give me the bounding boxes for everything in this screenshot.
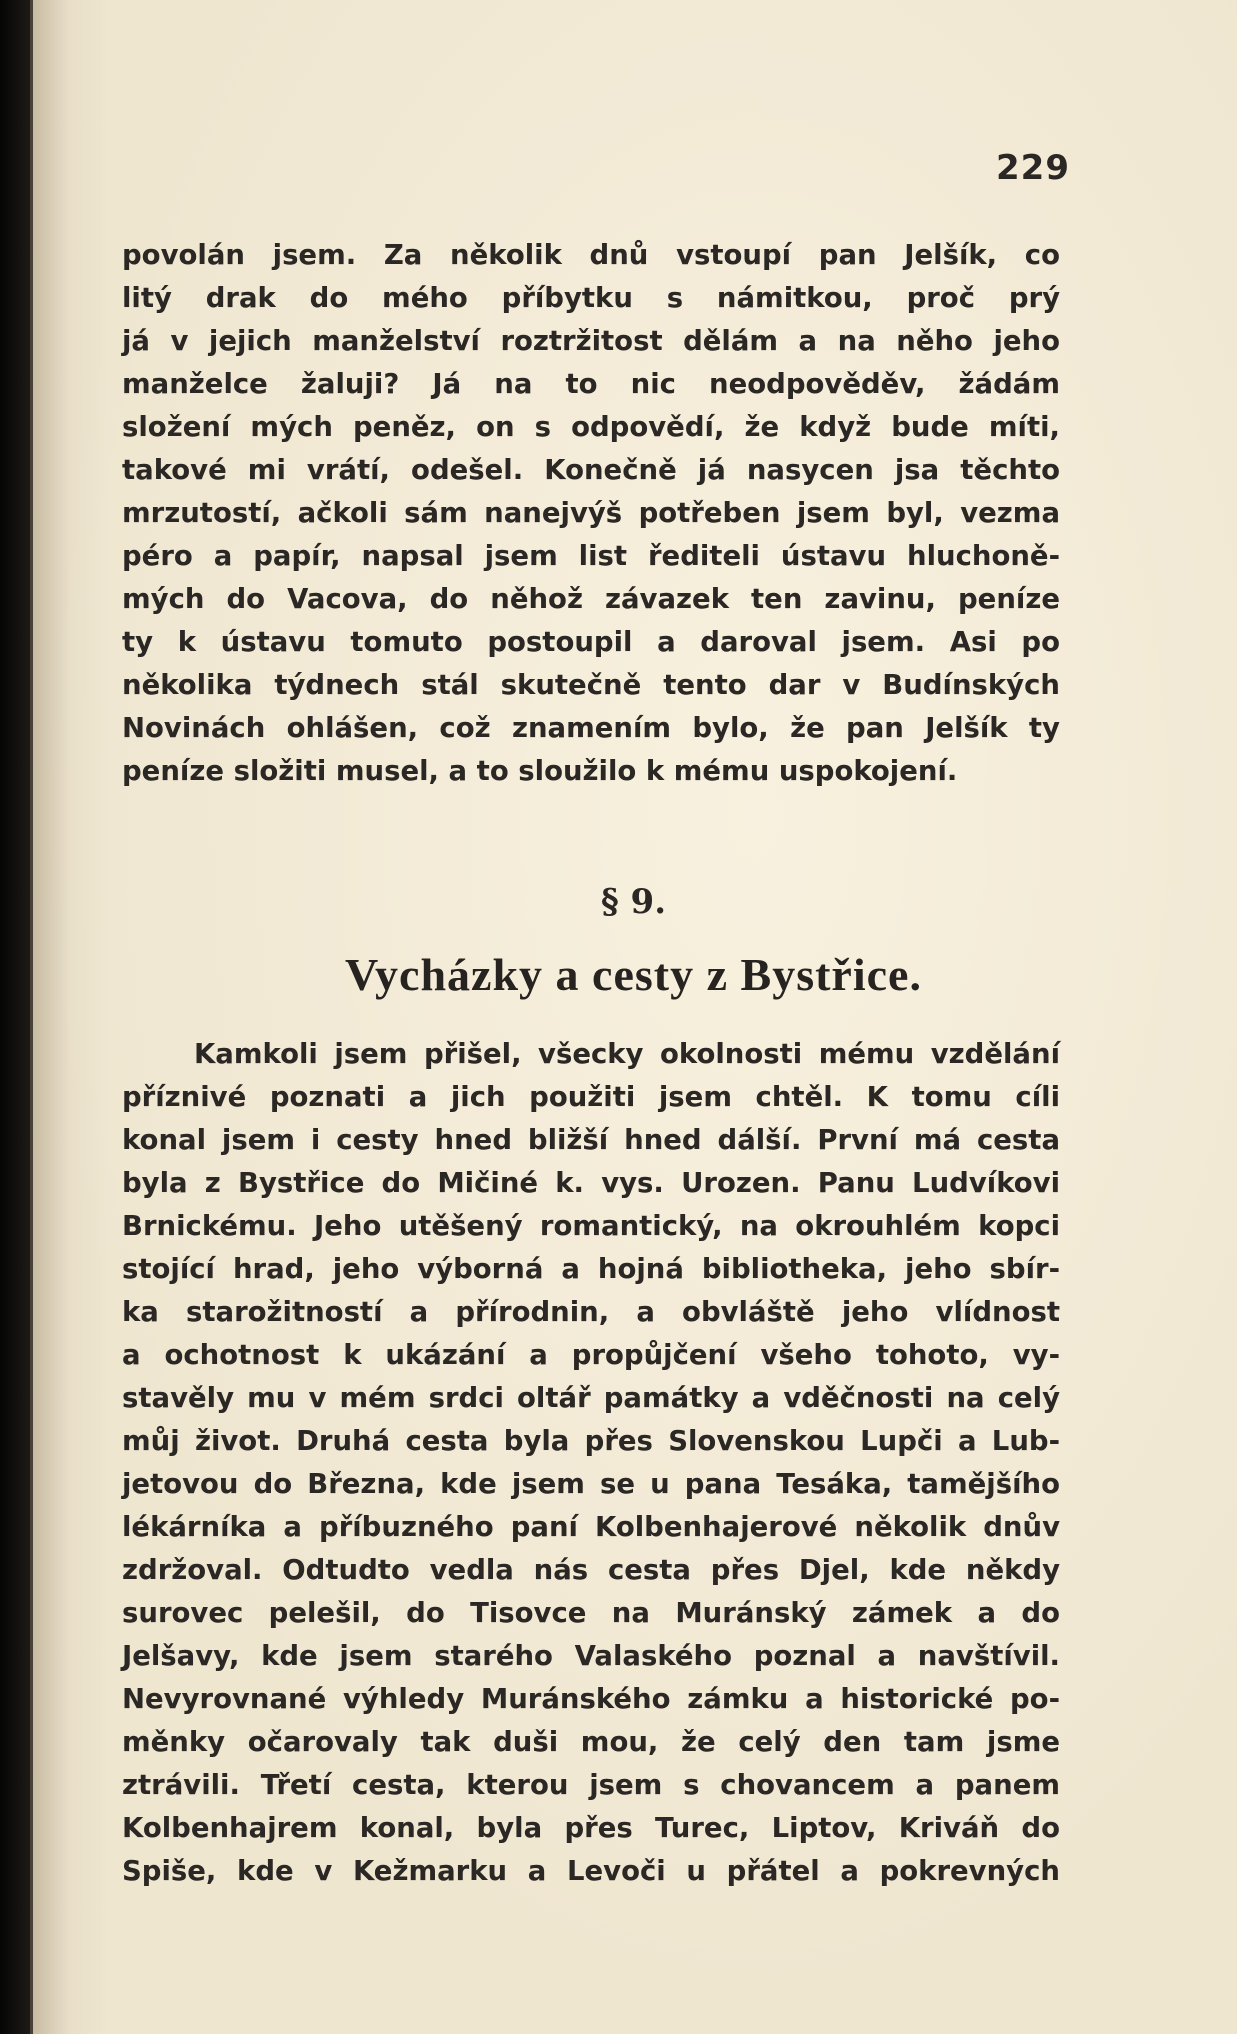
text-line: péro a papír, napsal jsem list řediteli ústavu hluchoně-: [122, 540, 1060, 572]
text-line: stavěly mu v mém srdci oltář památky a vděčnosti na celý: [122, 1382, 1060, 1414]
text-line: surovec pelešil, do Tisovce na Muránský zámek a do: [122, 1597, 1060, 1629]
text-line: můj život. Druhá cesta byla přes Slovenskou Lupči a Lub-: [122, 1425, 1060, 1457]
text-line: Novinách ohlášen, což znamením bylo, že pan Jelšík ty: [122, 712, 1060, 744]
text-line: byla z Bystřice do Mičiné k. vys. Urozen. Panu Ludvíkovi: [122, 1167, 1060, 1199]
text-line: zdržoval. Odtudto vedla nás cesta přes Djel, kde někdy: [122, 1554, 1060, 1586]
text-line: ty k ústavu tomuto postoupil a daroval jsem. Asi po: [122, 626, 1060, 658]
text-line: složení mých peněz, on s odpovědí, že když bude míti,: [122, 411, 1060, 443]
page-fold: [30, 0, 33, 2034]
section-number: § 9.: [600, 882, 667, 922]
text-line: takové mi vrátí, odešel. Konečně já nasycen jsa těchto: [122, 454, 1060, 486]
text-line: peníze složiti musel, a to sloužilo k mému uspokojení.: [122, 755, 958, 787]
text-line: manželce žaluji? Já na to nic neodpověděv, žádám: [122, 368, 1060, 400]
text-line: příznivé poznati a jich použiti jsem chtěl. K tomu cíli: [122, 1081, 1060, 1113]
text-line: mrzutostí, ačkoli sám nanejvýš potřeben jsem byl, vezma: [122, 497, 1060, 529]
paragraph-1: [122, 234, 1060, 793]
text-line: Jelšavy, kde jsem starého Valaského poznal a navštívil.: [122, 1640, 1060, 1672]
text-line: ka starožitností a přírodnin, a obvláště jeho vlídnost: [122, 1296, 1060, 1328]
text-line: stojící hrad, jeho výborná a hojná bibliotheka, jeho sbír-: [122, 1253, 1060, 1285]
text-line: já v jejich manželství roztržitost dělám a na něho jeho: [122, 325, 1060, 357]
page-number: 229: [996, 148, 1070, 188]
text-line: konal jsem i cesty hned bližší hned dálší. První má cesta: [122, 1124, 1060, 1156]
section-title: Vycházky a cesty z Bystřice.: [345, 949, 922, 1000]
text-line: Brnickému. Jeho utěšený romantický, na okrouhlém kopci: [122, 1210, 1060, 1242]
text-line: lékárníka a příbuzného paní Kolbenhajerové několik dnův: [122, 1511, 1060, 1543]
text-line: Kamkoli jsem přišel, všecky okolnosti mému vzdělání: [194, 1038, 1060, 1070]
paragraph-2: [122, 1033, 1060, 1893]
book-page: [30, 0, 1237, 2034]
text-line: a ochotnost k ukázání a propůjčení všeho tohoto, vy-: [122, 1339, 1060, 1371]
text-line: jetovou do Března, kde jsem se u pana Tesáka, tamějšího: [122, 1468, 1060, 1500]
text-line: několika týdnech stál skutečně tento dar v Budínských: [122, 669, 1060, 701]
text-line: mých do Vacova, do něhož závazek ten zavinu, peníze: [122, 583, 1060, 615]
text-line: Nevyrovnané výhledy Muránského zámku a historické po-: [122, 1683, 1060, 1715]
text-line: měnky očarovaly tak duši mou, že celý den tam jsme: [122, 1726, 1060, 1758]
text-line: Spiše, kde v Kežmarku a Levoči u přátel a pokrevných: [122, 1855, 1060, 1887]
text-line: litý drak do mého příbytku s námitkou, proč prý: [122, 282, 1060, 314]
text-line: povolán jsem. Za několik dnů vstoupí pan Jelšík, co: [122, 239, 1060, 271]
binding-shadow: [0, 0, 30, 2034]
text-line: ztrávili. Třetí cesta, kterou jsem s chovancem a panem: [122, 1769, 1060, 1801]
text-line: Kolbenhajrem konal, byla přes Turec, Liptov, Kriváň do: [122, 1812, 1060, 1844]
